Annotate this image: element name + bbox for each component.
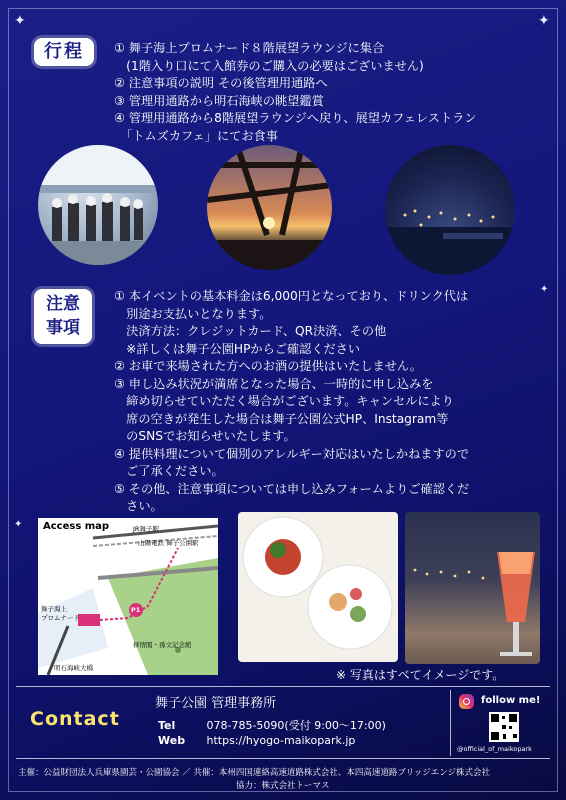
sparkle-icon: ✦ <box>14 519 23 530</box>
notes-line: ⑤ その他、注意事項については申し込みフォームよりご確認くだ <box>114 481 470 496</box>
tel-label: Tel <box>158 719 176 732</box>
schedule-line: (1階入り口にて入館券のご購入の必要はございません) <box>114 58 424 73</box>
footer-cooperation: 協力：株式会社トーマス <box>236 781 330 791</box>
photo-sunset-bridge <box>207 145 332 270</box>
notes-line: ① 本イベントの基本料金は6,000円となっており、ドリンク代は <box>114 289 469 303</box>
instagram-icon[interactable] <box>459 694 474 709</box>
notes-line: 決済方法：クレジットカード、QR決済、その他 <box>114 324 387 338</box>
schedule-tag: 行程 <box>34 38 94 66</box>
notes-line: 締め切らせていただく場合がございます。キャンセルにより <box>114 394 454 408</box>
notes-line: のSNSでお知らせいたします。 <box>114 429 296 443</box>
web-link[interactable]: https://hyogo-maikopark.jp <box>206 734 356 747</box>
notes-tag-line: 注意 <box>46 294 80 314</box>
map-label-parking: P1 <box>131 606 141 614</box>
web-label: Web <box>158 734 186 747</box>
access-map <box>38 518 218 675</box>
map-title: Access map <box>43 521 110 532</box>
map-label-jr: JR舞子駅 <box>133 525 159 533</box>
footer-organizers: 主催：公益財団法人兵庫県園芸・公園協会 ／ 共催：本州四国連絡高速道路株式会社、本四高速道路ブリッジエンジ株式会社 <box>18 768 491 778</box>
sparkle-icon: ✦ <box>538 13 550 29</box>
notes-line: ② お車で来場された方へのお酒の提供はいたしません。 <box>114 359 423 373</box>
map-label-bridge: 明石海峡大橋 <box>54 664 93 672</box>
schedule-line: ④ 管理用通路から8階展望ラウンジへ戻り、展望カフェレストラン <box>114 111 477 125</box>
photo-cocktail <box>405 512 540 664</box>
notes-line: ④ 提供料理について個別のアレルギー対応はいたしかねますので <box>114 446 470 461</box>
web-row <box>158 734 355 747</box>
notes-line: 席の空きが発生した場合は舞子公園公式HP、Instagram等 <box>114 411 449 426</box>
photo-dishes <box>238 512 398 662</box>
schedule-line: ② 注意事項の説明 その後管理用通路へ <box>114 76 328 90</box>
notes-list <box>114 288 469 516</box>
sparkle-icon: ✦ <box>14 13 26 29</box>
photo-night-view <box>385 145 515 275</box>
follow-label: follow me! <box>481 695 541 706</box>
notes-line: ③ 申し込み状況が満席となった場合、一時的に申し込みを <box>114 376 434 391</box>
schedule-line: ① 舞子海上プロムナード８階展望ラウンジに集合 <box>114 41 385 55</box>
notes-line: さい。 <box>114 499 163 513</box>
divider <box>16 686 550 687</box>
map-label-promenade: 舞子海上 <box>41 605 67 613</box>
schedule-line: ③ 管理用通路から明石海峡の眺望鑑賞 <box>114 93 324 108</box>
follow-box <box>450 690 551 756</box>
contact-title: Contact <box>30 708 120 730</box>
notes-tag-line: 事項 <box>46 318 80 338</box>
notes-line: 別途お支払いとなります。 <box>114 306 272 321</box>
schedule-line: 「トムズカフェ」にてお食事 <box>114 128 278 143</box>
notes-line: ※詳しくは舞子公園HPからご確認ください <box>114 341 361 356</box>
photo-note: ※ 写真はすべてイメージです。 <box>336 668 505 682</box>
divider <box>16 758 550 759</box>
map-label-promenade: プロムナード <box>41 614 80 622</box>
office-name: 舞子公園 管理事務所 <box>155 696 277 711</box>
photo-walkway-group <box>38 145 158 265</box>
qr-code-icon[interactable] <box>489 712 519 742</box>
tel-value: 078-785-5090(受付 9:00～17:00) <box>206 719 386 732</box>
notes-line: ご了承ください。 <box>114 464 224 478</box>
map-label-sanyo: 山陽電鉄 舞子公園駅 <box>138 539 199 547</box>
notes-tag <box>34 289 92 344</box>
sparkle-icon: ✦ <box>540 284 549 295</box>
schedule-list <box>114 40 477 145</box>
tel-row <box>158 717 386 733</box>
instagram-handle: @official_of_maikopark <box>457 745 532 753</box>
map-label-ijokan: 移情閣・孫文記念館 <box>133 641 192 649</box>
